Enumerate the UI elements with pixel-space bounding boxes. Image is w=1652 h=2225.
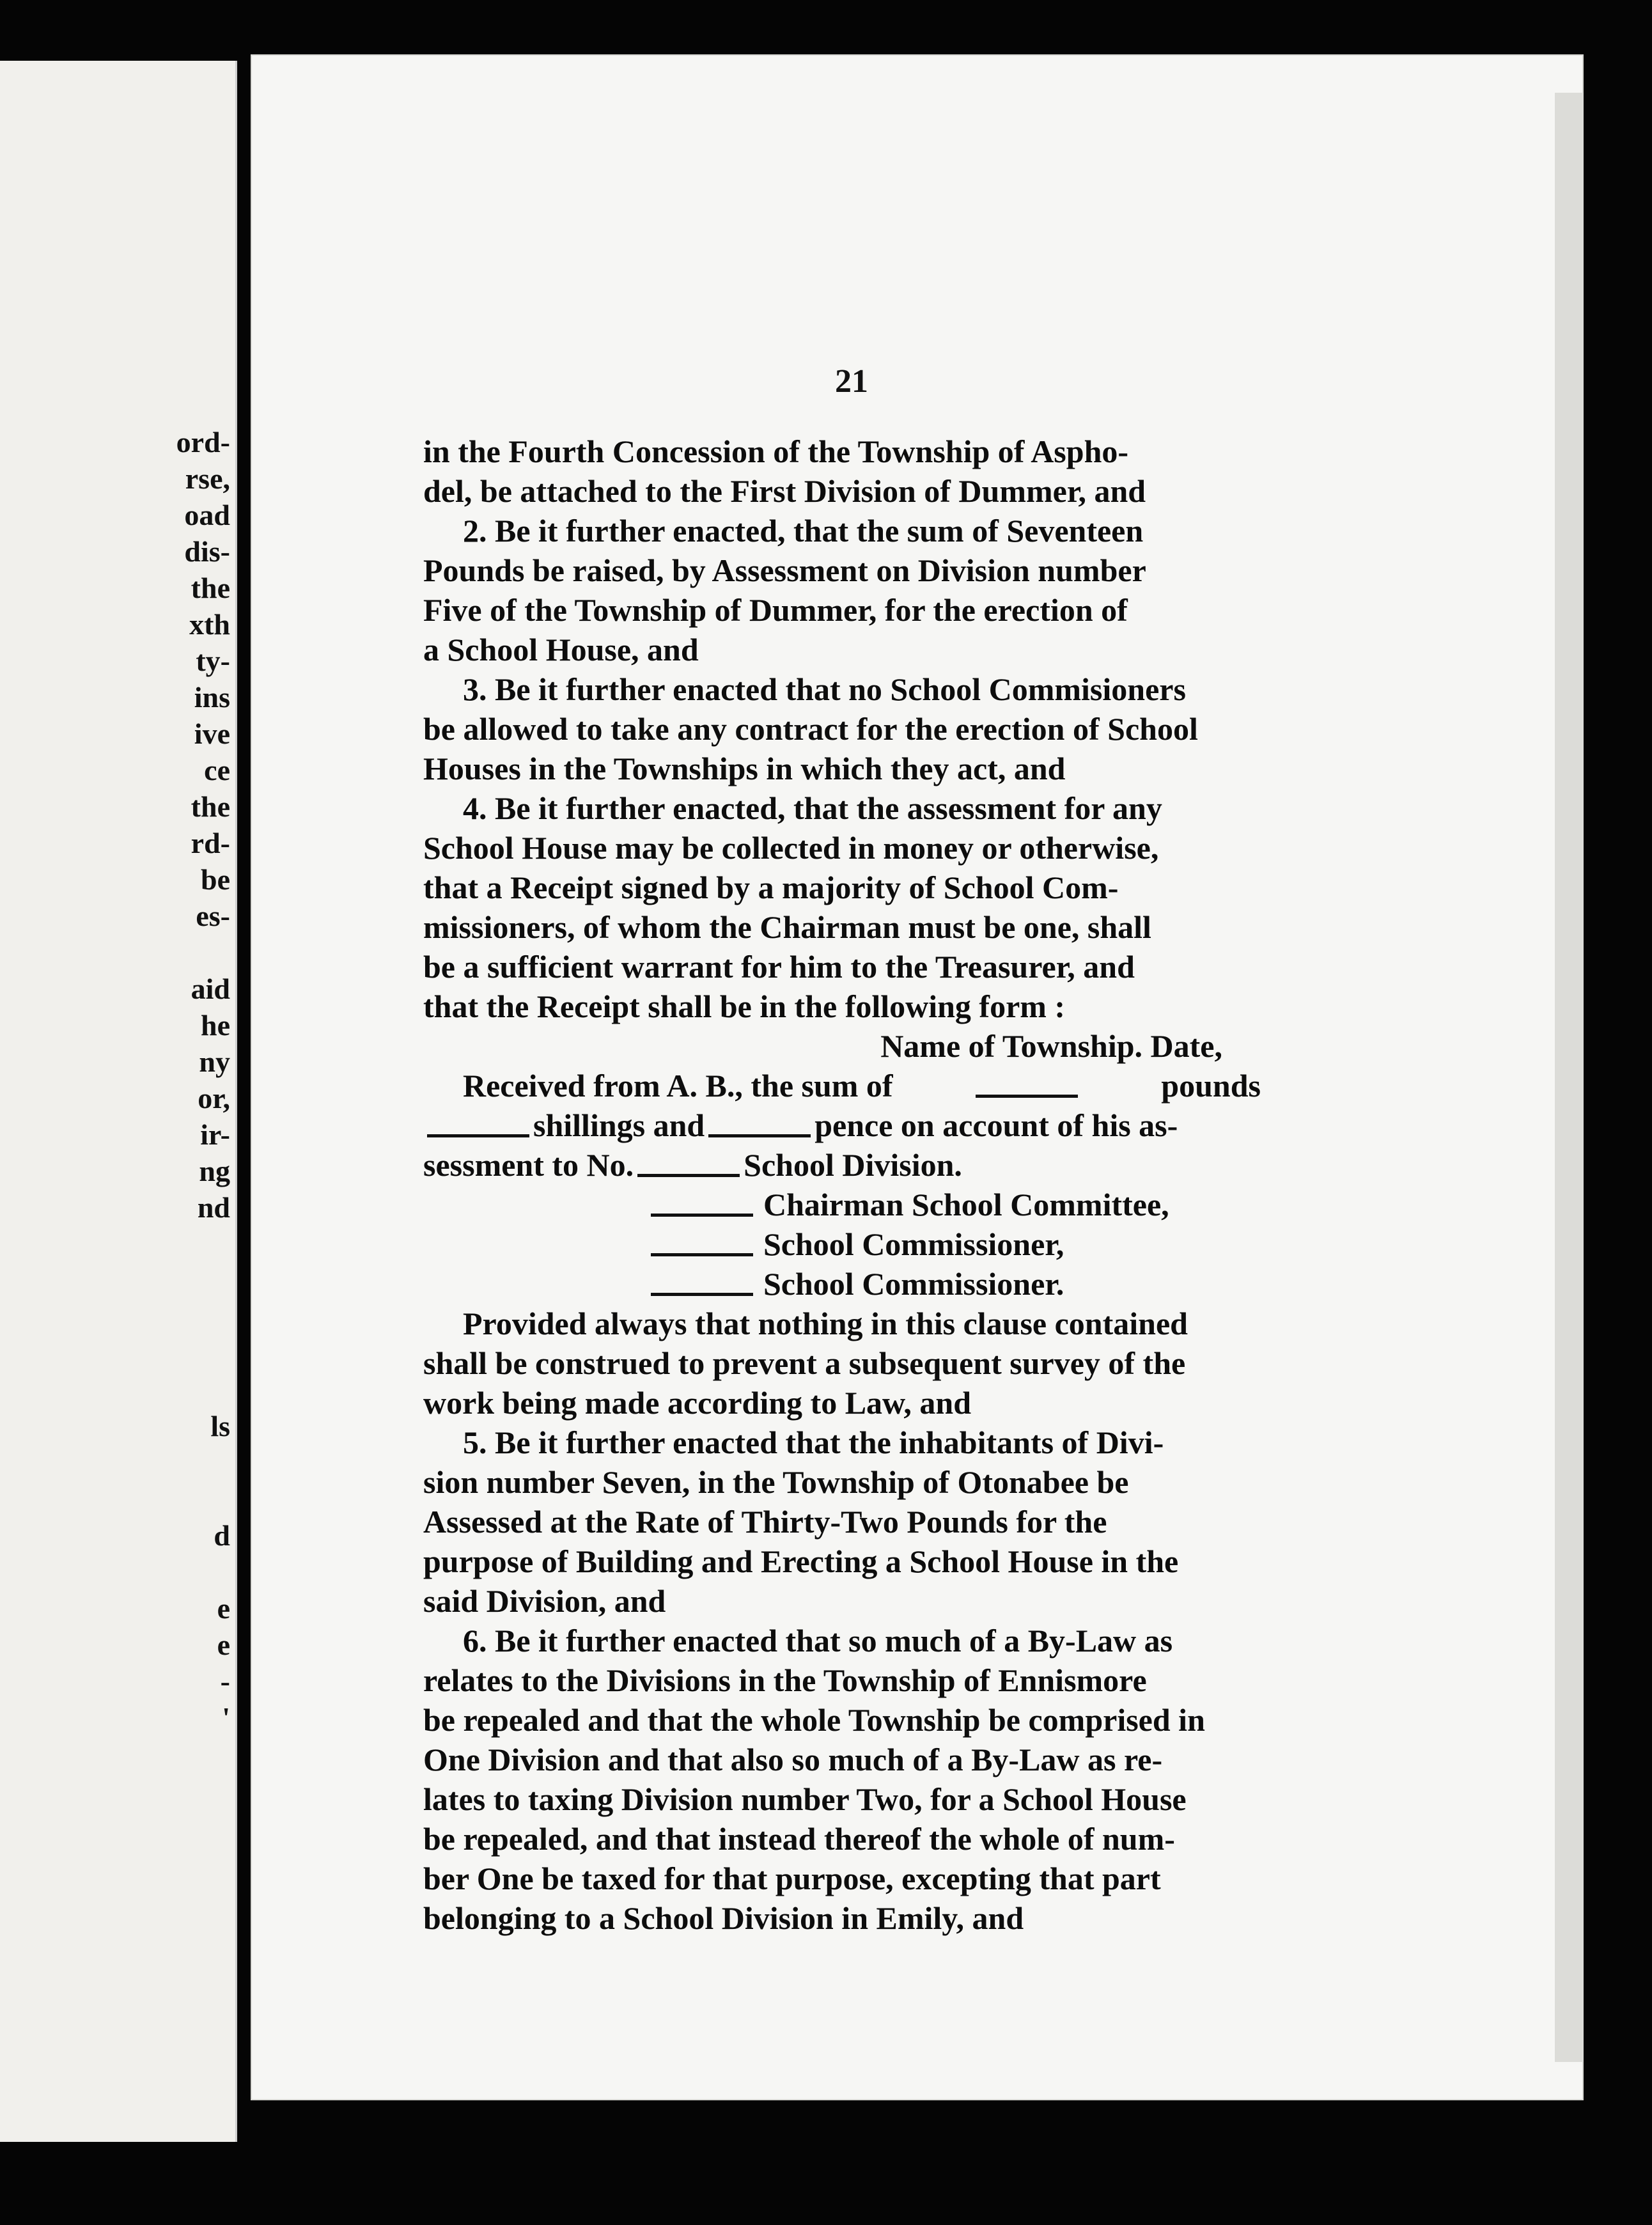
left-page-fragment <box>176 1444 230 1481</box>
signature-line <box>423 1264 1261 1304</box>
left-page-fragment: ins <box>194 681 230 714</box>
text-line: relates to the Divisions in the Township of Ennismore <box>423 1662 1147 1698</box>
left-page-fragment: e <box>217 1592 230 1625</box>
blank-line <box>651 1177 753 1217</box>
blank-line <box>427 1098 529 1137</box>
left-page-edge <box>0 61 237 2142</box>
text-line: work being made according to Law, and <box>423 1385 972 1421</box>
left-page-fragment: oad <box>184 499 230 531</box>
left-page-fragment: ive <box>194 717 230 750</box>
left-page-fragment <box>176 1299 230 1335</box>
receipt-line <box>423 1145 1261 1185</box>
left-page-fragment: he <box>201 1009 230 1042</box>
text-line: 6. Be it further enacted that so much of a By-Law as <box>463 1623 1173 1659</box>
left-page-fragment: be <box>201 863 230 896</box>
receipt-text: pounds <box>1161 1068 1261 1104</box>
left-page-fragment: ty- <box>196 644 230 677</box>
left-page-fragment: - <box>220 1665 230 1698</box>
text-line: Assessed at the Rate of Thirty-Two Pounds for the <box>423 1504 1107 1540</box>
text-line: sion number Seven, in the Township of Otonabee be <box>423 1464 1129 1500</box>
text-line: be a sufficient warrant for him to the Treasurer, and <box>423 949 1135 985</box>
left-page-fragment: ord- <box>176 426 230 458</box>
left-page-fragment: the <box>191 572 230 604</box>
text-line: shall be construed to prevent a subsequent survey of the <box>423 1345 1186 1381</box>
receipt-text: Received from A. B., the sum of <box>463 1068 893 1104</box>
left-page-fragment: ce <box>204 754 230 786</box>
receipt-heading: Name of Township. Date, <box>880 1028 1222 1064</box>
left-page-fragment: rse, <box>185 462 230 495</box>
receipt-text: School Division. <box>744 1147 962 1183</box>
left-page-fragment: xth <box>189 608 230 641</box>
text-line: be repealed and that the whole Township be comprised in <box>423 1702 1205 1738</box>
page-number: 21 <box>835 363 868 400</box>
text-line: belonging to a School Division in Emily, and <box>423 1900 1024 1936</box>
text-line: that a Receipt signed by a majority of School Com- <box>423 870 1119 905</box>
text-line: Five of the Township of Dummer, for the erection of <box>423 592 1128 628</box>
left-page-text-fragments <box>176 424 230 1736</box>
left-page-fragment: rd- <box>191 827 230 859</box>
text-line: missioners, of whom the Chairman must be one, shall <box>423 909 1151 945</box>
left-page-fragment: the <box>191 790 230 823</box>
left-page-fragment: es- <box>196 900 230 932</box>
left-page-fragment: ir- <box>200 1118 230 1151</box>
left-page-fragment: or, <box>198 1082 230 1114</box>
right-page <box>251 54 1584 2100</box>
text-line: be allowed to take any contract for the erection of School <box>423 711 1198 747</box>
text-line: ber One be taxed for that purpose, excepting that part <box>423 1861 1161 1896</box>
left-page-fragment: d <box>214 1519 230 1552</box>
text-line: One Division and that also so much of a By-Law as re- <box>423 1742 1163 1777</box>
receipt-text: pence on account of his as- <box>814 1107 1178 1143</box>
text-line: del, be attached to the First Division of Dummer, and <box>423 473 1146 509</box>
left-page-fragment <box>176 934 230 971</box>
text-line: said Division, and <box>423 1583 666 1619</box>
left-page-fragment <box>176 1262 230 1299</box>
text-line: 4. Be it further enacted, that the assessment for any <box>463 790 1162 826</box>
text-line: purpose of Building and Erecting a School House in the <box>423 1543 1179 1579</box>
blank-line <box>651 1217 753 1256</box>
signature-title: School Commissioner, <box>763 1226 1064 1262</box>
text-line: Pounds be raised, by Assessment on Division number <box>423 552 1146 588</box>
left-page-fragment: ls <box>210 1410 230 1442</box>
blank-line <box>637 1137 740 1177</box>
text-line: 5. Be it further enacted that the inhabitants of Divi- <box>463 1425 1164 1460</box>
left-page-fragment: aid <box>191 972 230 1005</box>
text-line: in the Fourth Concession of the Township of Aspho- <box>423 433 1129 469</box>
blank-line <box>976 1058 1078 1098</box>
left-page-fragment <box>176 1481 230 1517</box>
text-line: Provided always that nothing in this clause contained <box>463 1306 1188 1341</box>
signature-title: School Commissioner. <box>763 1266 1064 1302</box>
left-page-fragment: e <box>217 1628 230 1661</box>
left-page-fragment: ng <box>199 1155 230 1187</box>
text-line: 3. Be it further enacted that no School Commisioners <box>463 671 1186 707</box>
left-page-fragment <box>176 1226 230 1262</box>
left-page-fragment <box>176 1554 230 1590</box>
text-line: that the Receipt shall be in the following form : <box>423 988 1066 1024</box>
left-page-fragment: ny <box>199 1045 230 1078</box>
left-page-fragment: nd <box>197 1191 230 1224</box>
receipt-line <box>423 1105 1261 1145</box>
receipt-text: shillings and <box>533 1107 705 1143</box>
text-line: be repealed, and that instead thereof the whole of num- <box>423 1821 1175 1857</box>
signature-line <box>423 1185 1261 1224</box>
signature-line <box>423 1224 1261 1264</box>
blank-line <box>651 1256 753 1296</box>
receipt-line <box>423 1066 1261 1105</box>
blank-line <box>708 1098 811 1137</box>
left-page-fragment: ' <box>222 1701 230 1734</box>
left-page-fragment <box>176 1371 230 1408</box>
text-line: lates to taxing Division number Two, for a School House <box>423 1781 1187 1817</box>
receipt-text: sessment to No. <box>423 1147 634 1183</box>
signature-title: Chairman School Committee, <box>763 1187 1169 1222</box>
text-line: a School House, and <box>423 632 699 668</box>
left-page-fragment: dis- <box>184 535 230 568</box>
text-line: 2. Be it further enacted, that the sum of Seventeen <box>463 513 1144 549</box>
text-line: Houses in the Townships in which they act, and <box>423 751 1066 786</box>
left-page-fragment <box>176 1335 230 1371</box>
text-line: School House may be collected in money or otherwise, <box>423 830 1159 866</box>
body-text <box>423 432 1261 1938</box>
